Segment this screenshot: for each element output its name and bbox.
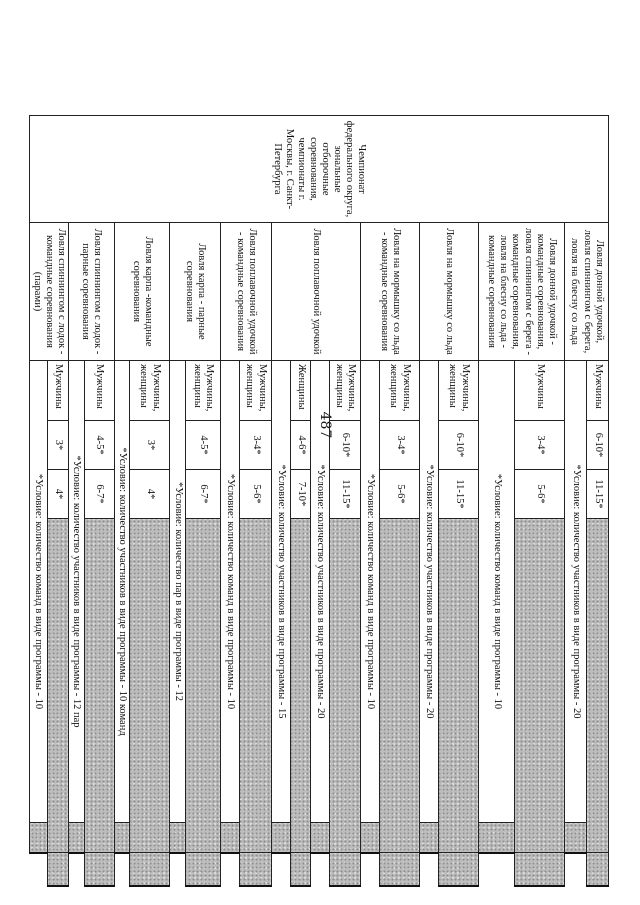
shaded-cell bbox=[587, 853, 609, 886]
shaded-cell bbox=[240, 853, 272, 886]
shaded-cell bbox=[240, 519, 272, 853]
condition-note: *Условие: количество команд в виде программы - 10 bbox=[29, 361, 47, 823]
condition-note: *Условие: количество участников в виде программы - 10 команд bbox=[114, 361, 129, 823]
table-row bbox=[240, 116, 272, 886]
shaded-cell bbox=[47, 853, 68, 886]
value-cell: 3-4* bbox=[515, 421, 565, 470]
value-cell: 4-5* bbox=[84, 421, 114, 470]
shaded-cell bbox=[330, 853, 361, 886]
value-cell: 3-4* bbox=[380, 421, 420, 470]
table-row bbox=[515, 116, 565, 886]
shaded-cell bbox=[420, 823, 439, 853]
gender-cell: Мужчины, женщины bbox=[130, 361, 170, 421]
shaded-cell bbox=[311, 823, 330, 853]
value-cell: 5-6* bbox=[380, 470, 420, 519]
value-cell: 5-6* bbox=[515, 470, 565, 519]
shaded-cell bbox=[221, 823, 240, 853]
value-cell: 6-7* bbox=[84, 470, 114, 519]
shaded-cell bbox=[330, 519, 361, 853]
value-cell: 4* bbox=[47, 470, 68, 519]
gender-cell: Мужчины, женщины bbox=[380, 361, 420, 421]
shaded-cell bbox=[68, 823, 84, 853]
gender-cell: Мужчины bbox=[47, 361, 68, 421]
shaded-cell bbox=[170, 823, 186, 853]
discipline-cell: Ловля на мормышку со льда bbox=[420, 223, 479, 361]
gender-cell: Мужчины, женщины bbox=[240, 361, 272, 421]
shaded-cell bbox=[29, 823, 47, 853]
shaded-cell bbox=[130, 853, 170, 886]
value-cell: 11-15* bbox=[439, 470, 479, 519]
value-cell: 6-10* bbox=[330, 421, 361, 470]
value-cell: 6-7* bbox=[186, 470, 221, 519]
value-cell: 3-4* bbox=[240, 421, 272, 470]
table-row bbox=[330, 116, 361, 886]
gender-cell: Женщины bbox=[291, 361, 311, 421]
value-cell: 6-10* bbox=[439, 421, 479, 470]
shaded-cell bbox=[84, 853, 114, 886]
discipline-cell: Ловля карпа -командные соревнования bbox=[114, 223, 169, 361]
table-row bbox=[380, 116, 420, 886]
shaded-cell bbox=[291, 519, 311, 853]
value-cell: 4* bbox=[130, 470, 170, 519]
value-cell: 11-15* bbox=[330, 470, 361, 519]
discipline-cell: Ловля поплавочной удочкой - командные соревнования bbox=[221, 223, 272, 361]
condition-note: *Условие: количество участников в виде программы - 20 bbox=[420, 361, 439, 823]
gender-cell: Мужчины, женщины bbox=[186, 361, 221, 421]
shaded-cell bbox=[479, 823, 515, 853]
condition-note: *Условие: количество команд в виде программы - 10 bbox=[361, 361, 380, 823]
condition-note: *Условие: количество участников в виде программы - 12 пар bbox=[68, 361, 84, 823]
shaded-cell bbox=[114, 823, 129, 853]
discipline-cell: Ловля донной удочкой - командные соревнования, ловля спиннингом с берега - командные соревнования, ловля на блесну со льда - командные соревнования bbox=[479, 223, 565, 361]
ranking-table bbox=[29, 115, 609, 887]
table-row bbox=[130, 116, 170, 886]
competition-level-cell: Чемпионат федерального округа, зональные отборочные соревнования, чемпионаты г. Москвы, г. Санкт-Петербурга bbox=[29, 116, 608, 223]
value-cell: 5-6* bbox=[240, 470, 272, 519]
gender-cell: Мужчины bbox=[84, 361, 114, 421]
shaded-cell bbox=[380, 853, 420, 886]
shaded-cell bbox=[186, 519, 221, 853]
table-row bbox=[47, 116, 68, 886]
shaded-cell bbox=[130, 519, 170, 853]
value-cell: 4-5* bbox=[186, 421, 221, 470]
condition-note: *Условие: количество команд в виде программы - 10 bbox=[479, 361, 515, 823]
rotated-table-container bbox=[31, 115, 609, 885]
condition-note: *Условие: количество пар в виде программы - 12 bbox=[170, 361, 186, 823]
gender-cell: Мужчины bbox=[587, 361, 609, 421]
shaded-cell bbox=[47, 519, 68, 853]
condition-note: *Условие: количество участников в виде программы - 20 bbox=[311, 361, 330, 823]
value-cell: 7-10* bbox=[291, 470, 311, 519]
shaded-cell bbox=[380, 519, 420, 853]
discipline-cell: Ловля карпа - парные соревнования bbox=[170, 223, 221, 361]
shaded-cell bbox=[291, 853, 311, 886]
page-number: 487 bbox=[317, 411, 333, 439]
shaded-cell bbox=[84, 519, 114, 853]
condition-note: *Условие: количество участников в виде программы - 20 bbox=[565, 361, 587, 823]
discipline-cell: Ловля поплавочной удочкой bbox=[272, 223, 361, 361]
value-cell: 4-6* bbox=[291, 421, 311, 470]
value-cell: 6-10* bbox=[587, 421, 609, 470]
gender-cell: Мужчины, женщины bbox=[439, 361, 479, 421]
shaded-cell bbox=[515, 853, 565, 886]
condition-note: *Условие: количество команд в виде программы - 10 bbox=[221, 361, 240, 823]
condition-note: *Условие: количество участников в виде программы - 15 bbox=[272, 361, 291, 823]
gender-cell: Мужчины bbox=[515, 361, 565, 421]
shaded-cell bbox=[439, 519, 479, 853]
value-cell: 3* bbox=[130, 421, 170, 470]
gender-cell: Мужчины, женщины bbox=[330, 361, 361, 421]
table-row bbox=[439, 116, 479, 886]
shaded-cell bbox=[515, 519, 565, 853]
discipline-cell: Ловля спиннингом с лодок - парные соревнования bbox=[68, 223, 114, 361]
value-cell: 3* bbox=[47, 421, 68, 470]
shaded-cell bbox=[565, 823, 587, 853]
value-cell: 11-15* bbox=[587, 470, 609, 519]
discipline-cell: Ловля донной удочкой, ловля спиннингом с берега, ловля на блесну со льда bbox=[565, 223, 609, 361]
shaded-cell bbox=[587, 519, 609, 853]
shaded-cell bbox=[439, 853, 479, 886]
table-row bbox=[186, 116, 221, 886]
shaded-cell bbox=[272, 823, 291, 853]
discipline-cell: Ловля спиннингом с лодок - командные соревнования (парами) bbox=[29, 223, 68, 361]
discipline-cell: Ловля на мормышку со льда - командные соревнования bbox=[361, 223, 420, 361]
shaded-cell bbox=[186, 853, 221, 886]
table-row bbox=[84, 116, 114, 886]
shaded-cell bbox=[361, 823, 380, 853]
table-row bbox=[587, 116, 609, 886]
